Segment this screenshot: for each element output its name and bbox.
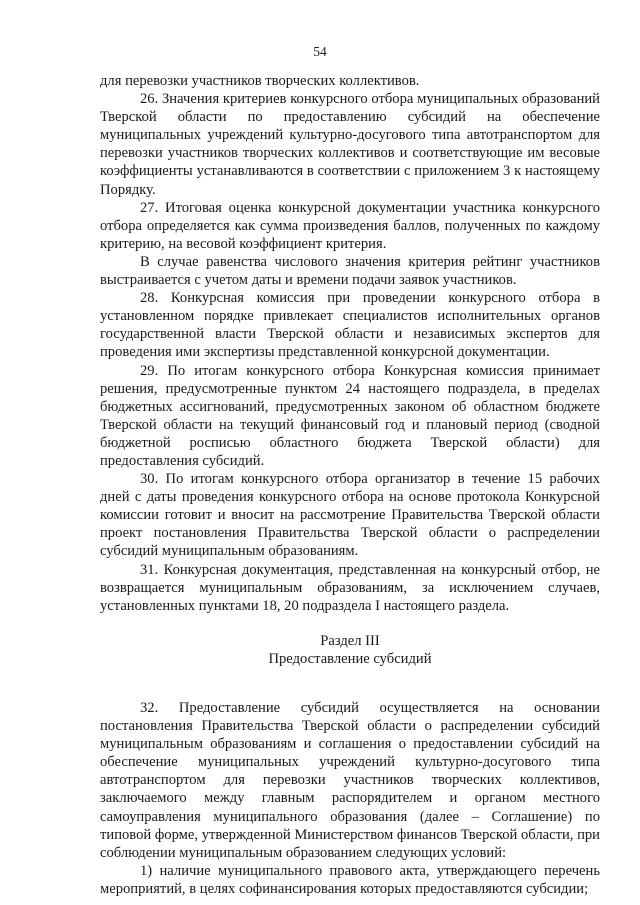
- paragraph-31: 31. Конкурсная документация, представленная на конкурсный отбор, не возвращается муниципальным образованиям, за исключением случаев, установленных пунктами 18, 20 подраздела I настоящего раздела.: [100, 561, 600, 614]
- paragraph-27: 27. Итоговая оценка конкурсной документации участника конкурсного отбора определяется как сумма произведения баллов, полученных по каждому критерию, на весовой коэффициент критерия.: [100, 199, 600, 252]
- paragraph-30: 30. По итогам конкурсного отбора организатор в течение 15 рабочих дней с даты проведения конкурсного отбора на основе протокола Конкурсной комиссии готовит и вносит на рассмотрение Правительства Тверской области проект постановления Правительства Тверской области о распределении субсидий муниципальным образованиям.: [100, 471, 600, 560]
- document-body: [100, 72, 600, 898]
- paragraph-32: 32. Предоставление субсидий осуществляется на основании постановления Правительства Тверской области о распределении субсидий муниципальным образованиям и соглашения о предоставлении субсидий на обеспечение муниципальных учреждений культурно-досугового типа автотранспортом для перевозки участников творческих коллективов, заключаемого между главным распорядителем и органом местного самоуправления муниципального образования (далее – Соглашение) по типовой форме, утвержденной Министерством финансов Тверской области, при соблюдении муниципальным образованием следующих условий:: [100, 700, 600, 861]
- paragraph-26: 26. Значения критериев конкурсного отбора муниципальных образований Тверской области по предоставлению субсидий на обеспечение муниципальных учреждений культурно-досугового типа автотранспортом для перевозки участников творческих коллективов и соответствующие им весовые коэффициенты устанавливаются в соответствии с приложением 3 к настоящему Порядку.: [100, 91, 600, 198]
- paragraph-28: 28. Конкурсная комиссия при проведении конкурсного отбора в установленном порядке привлекает специалистов исполнительных органов государственной власти Тверской области и независимых экспертов для проведения ими экспертизы представленной конкурсной документации.: [100, 290, 600, 361]
- section-subtitle: Предоставление субсидий: [268, 651, 432, 668]
- section-title: Раздел III: [320, 632, 380, 649]
- paragraph-27-tie-rule: В случае равенства числового значения критерия рейтинг участников выстраивается с учетом даты и времени подачи заявок участников.: [100, 253, 600, 289]
- paragraph-32-item-1: 1) наличие муниципального правового акта, утверждающего перечень мероприятий, в целях софинансирования которых предоставляются субсидии;: [100, 862, 600, 897]
- paragraph-continuation: для перевозки участников творческих коллективов.: [100, 73, 420, 89]
- section-header: [100, 632, 600, 669]
- page-number: 54: [313, 44, 327, 59]
- paragraph-29: 29. По итогам конкурсного отбора Конкурсная комиссия принимает решения, предусмотренные пунктом 24 настоящего подраздела, в пределах бюджетных ассигнований, предусмотренных законом об областном бюджете Тверской области на текущий финансовый год и плановый период (сводной бюджетной росписью областного бюджета Тверской области) для предоставления субсидий.: [100, 362, 600, 469]
